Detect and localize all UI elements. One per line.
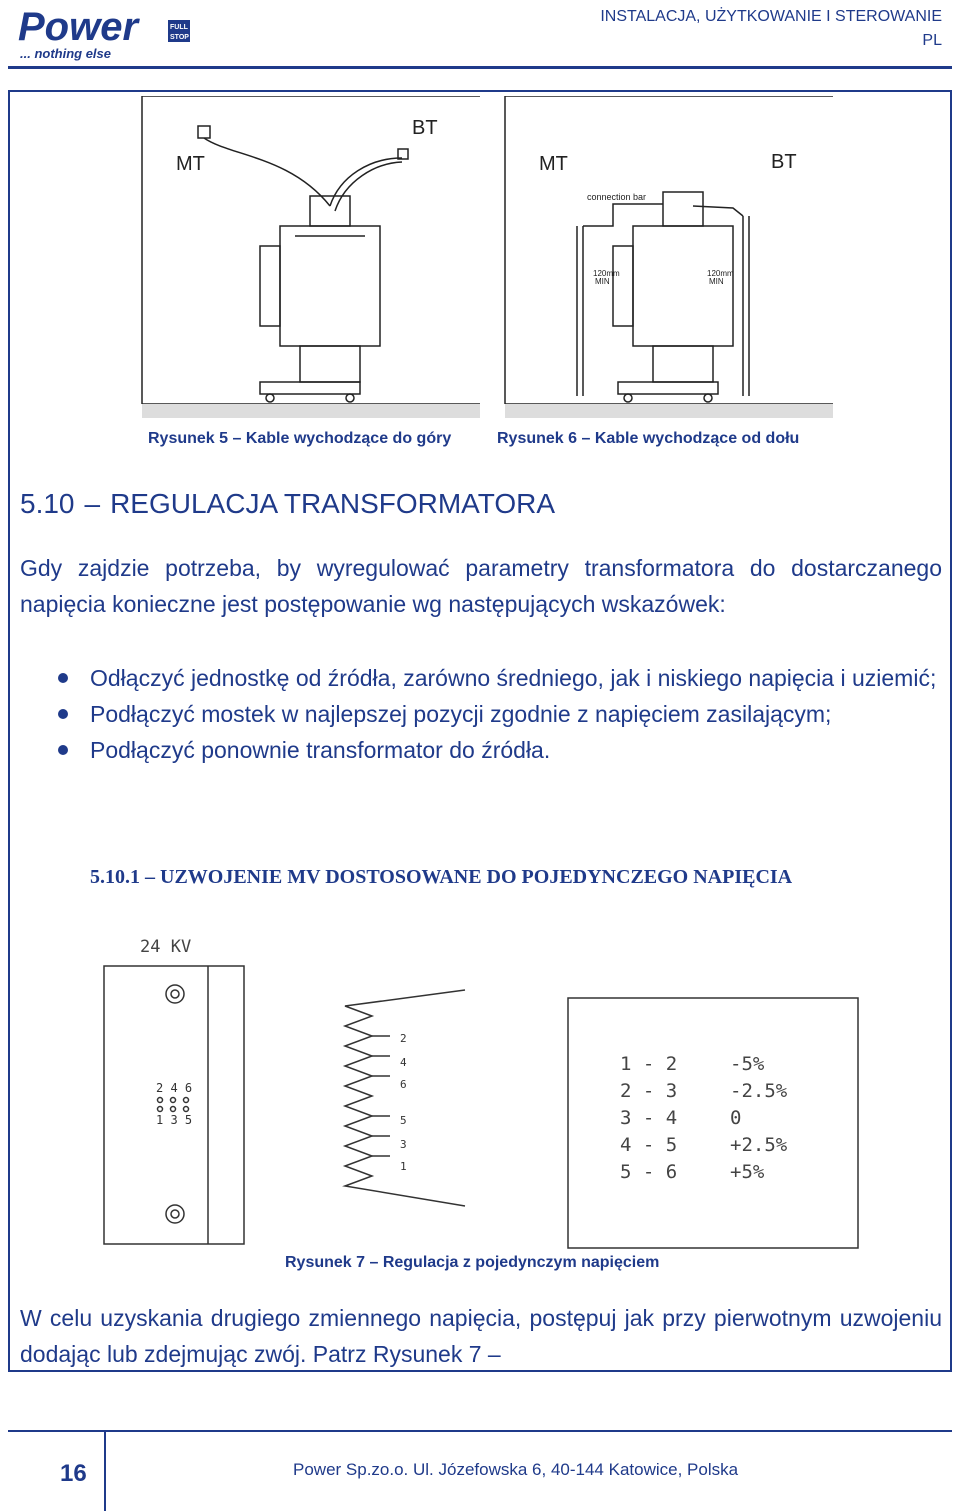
fig6-min-left: 120mm	[593, 269, 620, 278]
power-logo	[18, 6, 198, 62]
fig6-label-connection-bar: connection bar	[587, 192, 647, 202]
instruction-list	[20, 660, 942, 768]
fig6-label-bt: BT	[771, 151, 797, 173]
fig6-min-left-2: MIN	[595, 277, 610, 286]
footer-vertical-divider	[104, 1430, 106, 1511]
tap-numbers-bottom: 1 3 5	[156, 1113, 193, 1127]
tap-value: +5%	[730, 1161, 765, 1183]
list-item	[20, 696, 942, 732]
tap-position: 5 - 6	[620, 1161, 678, 1183]
logo-word: Power	[18, 6, 139, 49]
bullet-icon	[58, 709, 68, 719]
section-heading: REGULACJA TRANSFORMATORA	[110, 488, 556, 519]
coil-label: 3	[400, 1138, 407, 1151]
bullet-icon	[58, 745, 68, 755]
intro-paragraph: Gdy zajdzie potrzeba, by wyregulować parametry transformatora do dostarczanego napięcia konieczne jest postępowanie wg następujących wskazówek:	[20, 555, 942, 617]
closing-paragraph: W celu uzyskania drugiego zmiennego napięcia, postępuj jak przy pierwotnym uzwojeniu dodając lub zdejmując zwój. Patrz Rysunek 7 –	[20, 1305, 942, 1367]
list-item-text: Odłączyć jednostkę od źródła, zarówno średniego, jak i niskiego napięcia i uziemić;	[90, 665, 937, 691]
figure-7-caption: Rysunek 7 – Regulacja z pojedynczym napięciem	[285, 1254, 660, 1271]
coil-label: 1	[400, 1160, 407, 1173]
tap-position: 2 - 3	[620, 1080, 678, 1102]
list-item-text: Podłączyć ponownie transformator do źródła.	[90, 737, 551, 763]
coil-label: 6	[400, 1078, 407, 1091]
list-item	[20, 732, 942, 768]
fig6-min-right: 120mm	[707, 269, 734, 278]
bullet-icon	[58, 673, 68, 683]
subsection-title: 5.10.1 – UZWOJENIE MV DOSTOSOWANE DO POJEDYNCZEGO NAPIĘCIA	[90, 866, 793, 888]
fig5-label-bt: BT	[412, 117, 438, 139]
section-number: 5.10	[20, 488, 75, 519]
figure-cables-up	[140, 96, 480, 426]
tap-value: -5%	[730, 1053, 765, 1075]
voltage-label: 24 KV	[140, 937, 192, 957]
header-divider	[8, 66, 952, 69]
coil-label: 4	[400, 1056, 407, 1069]
tap-value: -2.5%	[730, 1080, 788, 1102]
page-number: 16	[60, 1460, 87, 1487]
coil-label: 2	[400, 1032, 407, 1045]
tap-position: 3 - 4	[620, 1107, 678, 1129]
section-dash: –	[84, 488, 101, 519]
tap-position: 1 - 2	[620, 1053, 678, 1075]
tap-value: 0	[730, 1107, 742, 1129]
tap-numbers-top: 2 4 6	[156, 1081, 193, 1095]
coil-label: 5	[400, 1114, 407, 1127]
figure-6-caption: Rysunek 6 – Kable wychodzące od dołu	[497, 430, 800, 447]
logo-badge-bottom: STOP	[170, 34, 189, 41]
header-language: PL	[922, 32, 942, 49]
section-title	[20, 488, 555, 520]
list-item-text: Podłączyć mostek w najlepszej pozycji zgodnie z napięciem zasilającym;	[90, 701, 832, 727]
tap-position: 4 - 5	[620, 1134, 678, 1156]
logo-badge-top: FULL	[170, 24, 188, 31]
fig5-label-mt: MT	[176, 153, 205, 175]
fig6-label-mt: MT	[539, 153, 568, 175]
footer-address: Power Sp.zo.o. Ul. Józefowska 6, 40-144 Katowice, Polska	[293, 1460, 739, 1479]
tap-value: +2.5%	[730, 1134, 788, 1156]
list-item	[20, 660, 942, 696]
logo-tagline: ... nothing else	[20, 46, 112, 61]
footer-divider	[8, 1430, 952, 1432]
figure-5-caption: Rysunek 5 – Kable wychodzące do góry	[148, 430, 452, 447]
figure-single-voltage-regulation	[90, 930, 870, 1250]
fig6-min-right-2: MIN	[709, 277, 724, 286]
figure-cables-down	[503, 96, 833, 426]
header-title: INSTALACJA, UŻYTKOWANIE I STEROWANIE	[600, 8, 942, 25]
